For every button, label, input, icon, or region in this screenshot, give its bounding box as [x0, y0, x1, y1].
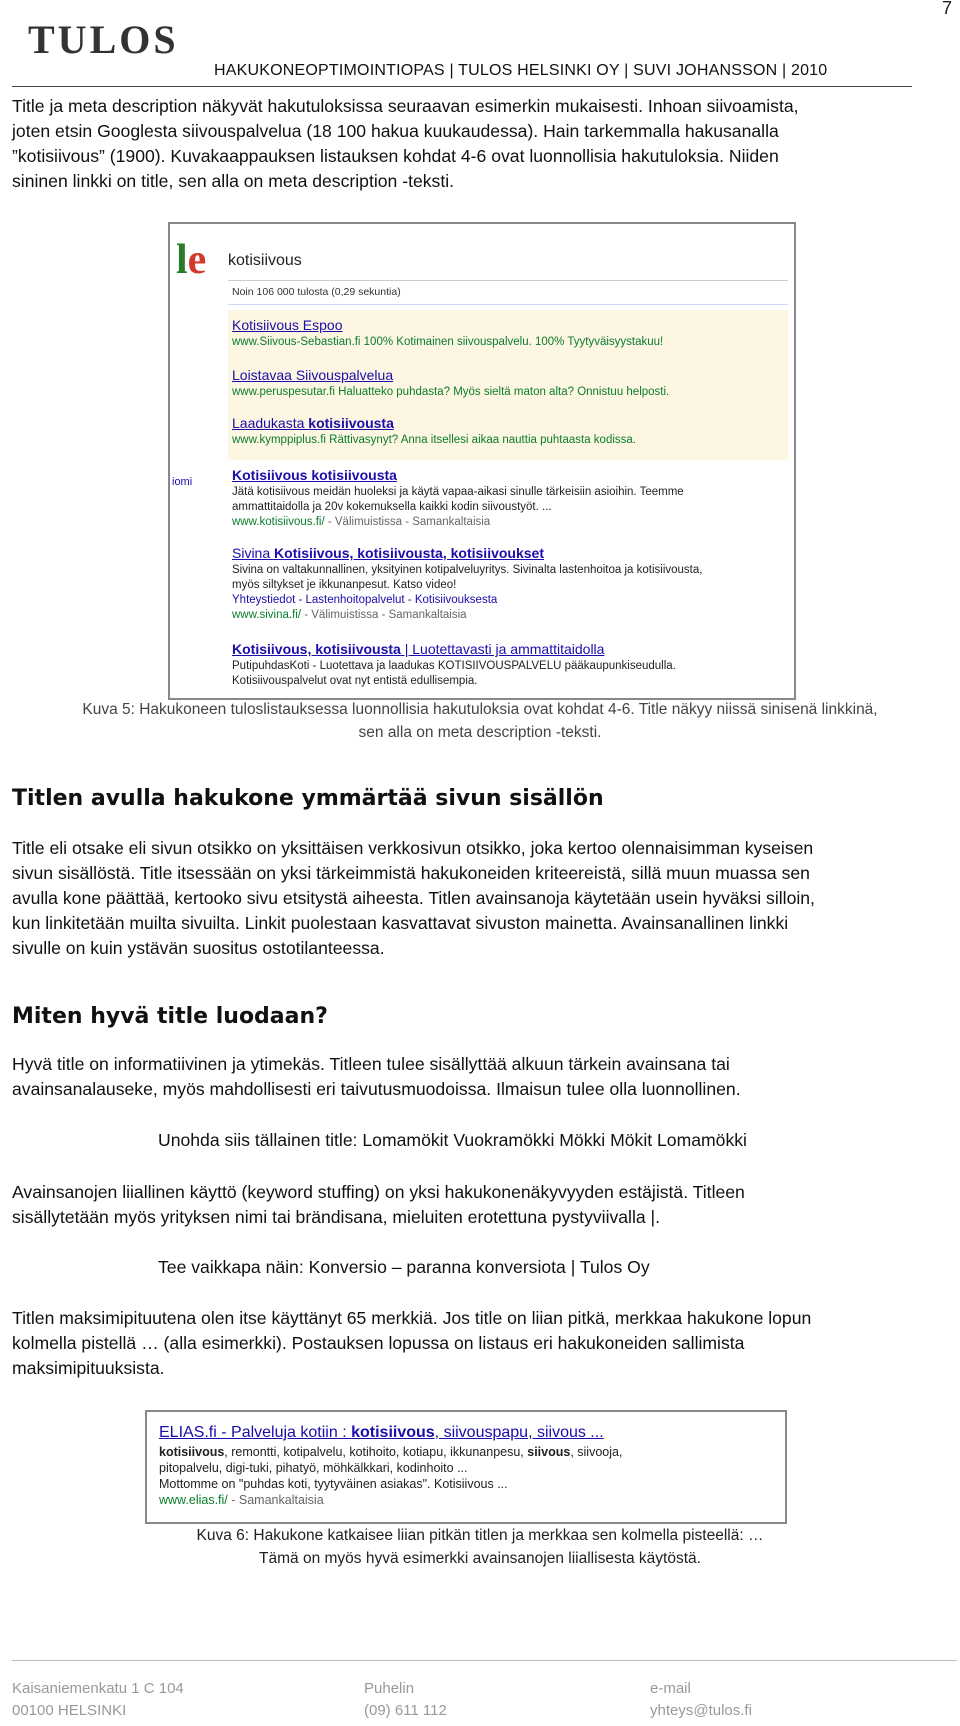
search-engine-logo: le: [176, 237, 207, 283]
result-desc: Sivina on valtakunnallinen, yksityinen kotipalveluyritys. Sivinalta lastenhoitoa ja kotisiivousta,: [232, 564, 703, 576]
intro-line: sininen linkki on title, sen alla on meta description -teksti.: [12, 171, 455, 191]
paragraph-line: Title eli otsake eli sivun otsikko on yksittäisen verkkosivun otsikko, joka kertoo olennaisimman kyseisen: [12, 838, 814, 858]
footer-email: [650, 1678, 752, 1722]
email-label: e-mail: [650, 1680, 691, 1697]
section2-paragraph: [12, 1306, 942, 1381]
result-stats: Noin 106 000 tulosta (0,29 sekuntia): [232, 286, 401, 298]
result-desc: PutipuhdasKoti - Luotettava ja laadukas KOTISIIVOUSPALVELU pääkaupunkiseudulla.: [232, 660, 676, 672]
result-desc: Jätä kotisiivous meidän huoleksi ja käytä vapaa-aikasi sinulle tärkeisiin asioihin. Teemme: [232, 486, 684, 498]
result-ad-line: www.kymppiplus.fi Rättivasynyt? Anna itsellesi aikaa nauttia puhtaasta kodissa.: [232, 434, 636, 446]
result-title: Kotisiivous kotisiivousta: [232, 467, 397, 483]
result-url: www.kotisiivous.fi/ - Välimuistissa - Samankaltaisia: [232, 516, 491, 528]
intro-line: Title ja meta description näkyvät hakutuloksissa seuraavan esimerkin mukaisesti. Inhoan siivoamista,: [12, 96, 799, 116]
result-title: Kotisiivous Espoo: [232, 317, 343, 333]
result-url: www.elias.fi/ - Samankaltaisia: [159, 1493, 324, 1507]
section2-paragraph: [12, 1052, 942, 1102]
caption-line: Tämä on myös hyvä esimerkki avainsanojen liiallisesta käytöstä.: [259, 1550, 701, 1567]
page-number: 7: [941, 0, 952, 18]
tulos-logo: TULOS: [28, 17, 179, 62]
result-item: [159, 1422, 775, 1508]
paragraph-line: Titlen maksimipituutena olen itse käyttänyt 65 merkkiä. Jos title on liian pitkä, merkkaa hakukone lopun: [12, 1308, 812, 1328]
caption-line: Kuva 5: Hakukoneen tuloslistauksessa luonnollisia hakutuloksia ovat kohdat 4-6. Title näkyy niissä sinisenä linkkinä,: [82, 701, 878, 718]
paragraph-line: kolmella pistellä … (alla esimerkki). Postauksen lopussa on listaus eri hakukoneiden sallimista: [12, 1333, 745, 1353]
phone-number: (09) 611 112: [364, 1702, 447, 1719]
result-desc: myös siltykset je ikkunanpesut. Katso video!: [232, 579, 457, 591]
truncated-title-screenshot: [145, 1410, 787, 1524]
running-header: HAKUKONEOPTIMOINTIOPAS | TULOS HELSINKI OY | SUVI JOHANSSON | 2010: [214, 62, 828, 79]
paragraph-line: Hyvä title on informatiivinen ja ytimekäs. Titleen tulee sisällyttää alkuun tärkein avainsana tai: [12, 1054, 730, 1074]
address-line: 00100 HELSINKI: [12, 1702, 127, 1719]
stats-divider: [228, 304, 788, 305]
paragraph-line: avainsanalauseke, myös mahdollisesti eri taivutusmuodoissa. Ilmaisun tulee olla luonnollinen.: [12, 1079, 741, 1099]
result-item: [232, 640, 784, 689]
paragraph-line: Avainsanojen liiallinen käyttö (keyword stuffing) on yksi hakukonenäkyvyyden estäjistä. Titleen: [12, 1182, 745, 1202]
search-query: kotisiivous: [228, 252, 788, 281]
result-desc: Mottomme on "puhdas koti, tyytyväinen asiakas". Kotisiivous ...: [159, 1477, 508, 1491]
intro-line: ”kotisiivous” (1900). Kuvakaappauksen listauksen kohdat 4-6 ovat luonnollisia hakutuloksia. Niiden: [12, 146, 779, 166]
address-line: Kaisaniemenkatu 1 C 104: [12, 1680, 184, 1697]
paragraph-line: sivulle on kuin ystävän suositus ostotilanteessa.: [12, 938, 385, 958]
result-item: [232, 316, 784, 350]
bad-title-example: Unohda siis tällainen title: Lomamökit Vuokramökki Mökki Mökit Lomamökki: [158, 1130, 747, 1150]
email-address[interactable]: yhteys@tulos.fi: [650, 1702, 752, 1719]
phone-label: Puhelin: [364, 1680, 415, 1697]
result-title: Sivina Kotisiivous, kotisiivousta, kotisiivoukset: [232, 545, 544, 561]
paragraph-line: maksimipituuksista.: [12, 1358, 165, 1378]
result-title: Loistavaa Siivouspalvelua: [232, 367, 394, 383]
search-results-screenshot: [168, 222, 796, 700]
caption-line: Kuva 6: Hakukone katkaisee liian pitkän titlen ja merkkaa sen kolmella pisteellä: …: [196, 1527, 764, 1544]
side-text: iomi: [172, 476, 193, 488]
paragraph-line: sivun sisällöstä. Title itsessään on yksi tärkeimmistä hakukoneiden kriteereistä, sillä muun muassa sen: [12, 863, 810, 883]
result-sitelinks: Yhteystiedot - Lastenhoitopalvelut - Kotisiivouksesta: [232, 594, 498, 606]
section-heading: Titlen avulla hakukone ymmärtää sivun sisällön: [12, 786, 604, 811]
intro-paragraph: [12, 94, 942, 194]
paragraph-line: avulla kone päättää, kertooko sivu etsitystä aiheesta. Titlen avainsanoja käytetään usein hyväksi silloin,: [12, 888, 815, 908]
section2-paragraph: [12, 1180, 942, 1230]
figure6-caption: [0, 1524, 960, 1570]
intro-line: joten etsin Googlesta siivouspalvelua (18 100 hakua kuukaudessa). Hain tarkemmalla hakusanalla: [12, 121, 779, 141]
paragraph-line: kun linkitetään muilta sivuilta. Linkit puolestaan kasvattavat sivuston mainetta. Avainsanallinen linkki: [12, 913, 789, 933]
footer-address: [12, 1678, 184, 1722]
footer-rule: [12, 1660, 957, 1661]
result-item: [232, 466, 784, 530]
result-item: [232, 366, 784, 400]
section-heading: Miten hyvä title luodaan?: [12, 1004, 328, 1029]
result-item: [232, 544, 784, 623]
result-desc: Kotisiivouspalvelut ovat nyt entistä edullisempia.: [232, 675, 478, 687]
result-title: ELIAS.fi - Palveluja kotiin : kotisiivous, siivouspapu, siivous ...: [159, 1424, 604, 1441]
paragraph-line: sisällytetään myös yrityksen nimi tai brändisana, mieluiten erotettuna pystyviivalla |.: [12, 1207, 661, 1227]
result-item: [232, 414, 784, 448]
result-ad-line: www.Siivous-Sebastian.fi 100% Kotimainen siivouspalvelu. 100% Tyytyväisyystakuu!: [232, 336, 664, 348]
footer-phone: [364, 1678, 447, 1722]
header-rule: [12, 86, 912, 87]
caption-line: sen alla on meta description -teksti.: [358, 724, 602, 741]
result-desc: kotisiivous, remontti, kotipalvelu, kotihoito, kotiapu, ikkunanpesu, siivous, siivooja,: [159, 1445, 623, 1459]
result-ad-line: www.peruspesutar.fi Haluatteko puhdasta? Myös sieltä maton alta? Onnistuu helposti.: [232, 386, 670, 398]
figure5-caption: [0, 698, 960, 744]
result-url: www.sivina.fi/ - Välimuistissa - Samankaltaisia: [232, 609, 467, 621]
result-title: Kotisiivous, kotisiivousta | Luotettavasti ja ammattitaidolla: [232, 641, 605, 657]
result-desc: pitopalvelu, digi-tuki, pihatyö, möhkälkkari, kodinhoito ...: [159, 1461, 468, 1475]
good-title-example: Tee vaikkapa näin: Konversio – paranna konversiota | Tulos Oy: [158, 1257, 650, 1277]
result-desc: ammattitaidolla ja 20v kokemuksella kaikki kodin siivoustyöt. ...: [232, 501, 552, 513]
section1-paragraph: [12, 836, 942, 961]
result-title: Laadukasta kotisiivousta: [232, 415, 394, 431]
